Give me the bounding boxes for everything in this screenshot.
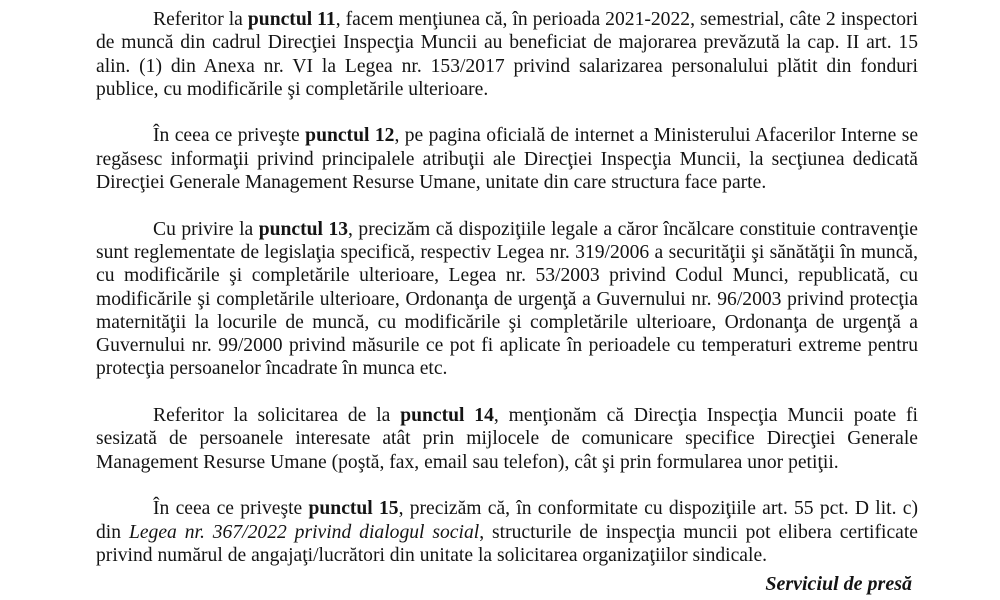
point-reference: punctul 13 bbox=[258, 218, 349, 240]
paragraph-text: În ceea ce priveşte bbox=[153, 498, 309, 520]
paragraph-text: , structurile de inspecţia muncii pot elibera certificate privind numărul de angajaţi/lucrători din unitate la solicitarea organizaţiilor sindicale. bbox=[96, 521, 919, 566]
paragraph-punctul-12 bbox=[96, 124, 918, 194]
signature: Serviciul de presă bbox=[765, 573, 912, 595]
law-reference: Legea nr. 367/2022 privind dialogul social bbox=[128, 521, 480, 543]
document-body bbox=[96, 8, 918, 590]
paragraph-text: În ceea ce priveşte bbox=[153, 125, 306, 147]
paragraph-text: , pe pagina oficială de internet a Ministerului Afacerilor Interne se regăsesc informaţii privind principalele atribuţii ale Direcţiei Inspecţia Muncii, la secţiunea dedicată Direcţiei Generale Management Resurse Umane, unitate din care structura face parte. bbox=[96, 125, 919, 194]
point-reference: punctul 11 bbox=[247, 9, 336, 30]
point-reference: punctul 12 bbox=[305, 125, 395, 147]
paragraph-text: Cu privire la bbox=[153, 218, 259, 240]
paragraph-punctul-14 bbox=[96, 404, 918, 474]
paragraph-text: , precizăm că dispoziţiile legale a căror încălcare constituie contravenţie sunt reglementate de legislaţia specifică, respectiv Legea nr. 319/2006 a securităţii şi sănătăţii în muncă, cu modificările şi completările ulterioare, Legea nr. 53/2003 privind Codul Munci, republicată, cu modificările şi completările ulterioare, Ordonanţa de urgenţă a Guvernului nr. 96/2003 privind protecţia maternităţii la locurile de muncă, cu modificările şi completările ulterioare, Ordonanţa de urgenţă a Guvernului nr. 99/2000 privind măsurile ce pot fi aplicate în perioadele cu temperaturi extreme pentru protecţia persoanelor încadrate în munca etc. bbox=[96, 218, 918, 380]
paragraph-punctul-13 bbox=[96, 218, 918, 381]
paragraph-text: , menţionăm că Direcţia Inspecţia Muncii poate fi sesizată de persoanele interesate atât prin mijlocele de comunicare specifice Direcţiei Generale Management Resurse Umane (poştă, fax, email sau telefon), cât şi prin formularea unor petiţii. bbox=[96, 405, 918, 473]
paragraph-punctul-15 bbox=[96, 497, 918, 567]
paragraph-text: Referitor la bbox=[153, 9, 248, 30]
paragraph-text: , facem menţiunea că, în perioada 2021-2022, semestrial, câte 2 inspectori de muncă din cadrul Direcţiei Inspecţia Muncii au beneficiat de majorarea prevăzută la cap. II art. 15 alin. (1) din Anexa nr. VI la Legea nr. 153/2017 privind salarizarea personalului plătit din fonduri publice, cu modificările şi completările ulterioare. bbox=[96, 9, 918, 100]
point-reference: punctul 15 bbox=[308, 498, 399, 520]
paragraph-text: , precizăm că, în conformitate cu dispoziţiile art. 55 pct. D lit. c) din bbox=[96, 498, 918, 543]
paragraph-punctul-11 bbox=[96, 8, 918, 101]
paragraph-text: Referitor la solicitarea de la bbox=[153, 405, 401, 427]
point-reference: punctul 14 bbox=[400, 405, 494, 427]
